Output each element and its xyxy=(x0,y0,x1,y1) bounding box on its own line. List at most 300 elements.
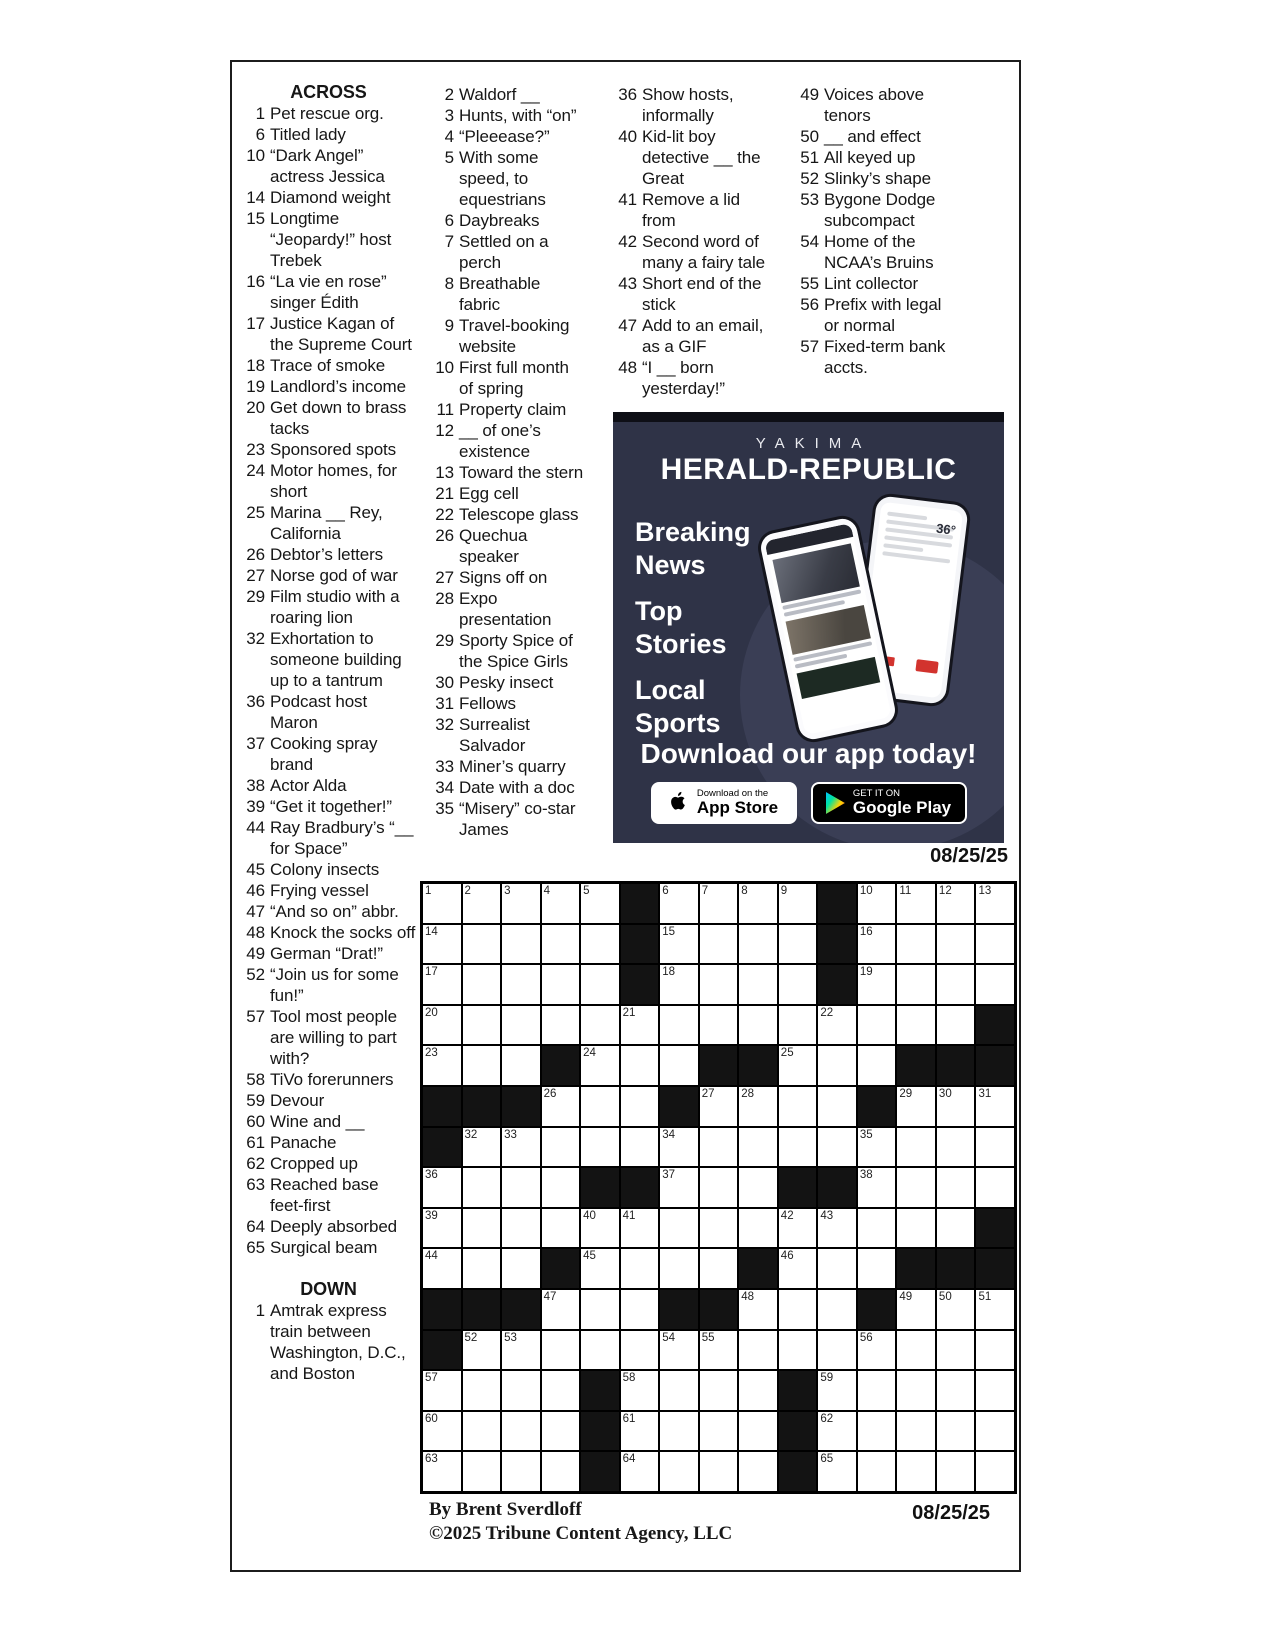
grid-cell-r4c8[interactable] xyxy=(700,1006,738,1045)
grid-cell-r5c13-black xyxy=(897,1046,935,1085)
clue-text: “And so on” abbr. xyxy=(270,902,399,921)
clue-text: Sporty Spice of the Spice Girls xyxy=(459,631,573,671)
grid-cell-r12c11[interactable] xyxy=(818,1331,856,1370)
down-clue-list-2 xyxy=(430,84,585,840)
grid-cell-r4c7[interactable] xyxy=(660,1006,698,1045)
grid-cell-r10c15-black xyxy=(976,1249,1014,1288)
grid-cell-r7c10[interactable] xyxy=(779,1128,817,1167)
clue-text: Daybreaks xyxy=(459,211,540,230)
clue-number: 33 xyxy=(435,757,454,776)
grid-cell-r4c10[interactable] xyxy=(779,1006,817,1045)
grid-cell-r2c2[interactable] xyxy=(463,925,501,964)
grid-cell-r13c11[interactable] xyxy=(818,1371,856,1410)
grid-cell-r3c3[interactable] xyxy=(502,965,540,1004)
grid-cell-r2c4[interactable] xyxy=(542,925,580,964)
clue-down-27 xyxy=(430,567,585,588)
grid-cell-r2c10[interactable] xyxy=(779,925,817,964)
grid-cell-r3c8[interactable] xyxy=(700,965,738,1004)
grid-cell-r11c4[interactable] xyxy=(542,1290,580,1329)
grid-cell-r5c12[interactable] xyxy=(858,1046,896,1085)
grid-cell-r7c3[interactable] xyxy=(502,1128,540,1167)
appstore-tagline: Download on the xyxy=(696,788,769,800)
clue-down-42 xyxy=(613,231,775,273)
grid-cell-r9c9[interactable] xyxy=(739,1209,777,1248)
clue-text: Landlord’s income xyxy=(270,377,406,396)
grid-cell-r8c13[interactable] xyxy=(897,1168,935,1207)
grid-cell-r8c7[interactable] xyxy=(660,1168,698,1207)
grid-cell-r4c2[interactable] xyxy=(463,1006,501,1045)
clue-across-65 xyxy=(241,1237,416,1258)
grid-cell-r13c2[interactable] xyxy=(463,1371,501,1410)
grid-cell-r7c11[interactable] xyxy=(818,1128,856,1167)
grid-cell-r2c7[interactable] xyxy=(660,925,698,964)
grid-cell-number: 9 xyxy=(780,885,788,897)
clue-down-28 xyxy=(430,588,585,630)
grid-cell-r14c11[interactable] xyxy=(818,1412,856,1451)
grid-cell-number: 50 xyxy=(938,1290,952,1303)
clue-down-5 xyxy=(430,147,585,210)
grid-cell-r8c2[interactable] xyxy=(463,1168,501,1207)
grid-cell-r2c13[interactable] xyxy=(897,925,935,964)
grid-cell-r1c11-black xyxy=(818,884,856,923)
grid-cell-r1c12[interactable] xyxy=(858,884,896,923)
clue-text: Fellows xyxy=(459,694,516,713)
grid-cell-r9c13[interactable] xyxy=(897,1209,935,1248)
grid-cell-r12c2[interactable] xyxy=(463,1331,501,1370)
clue-down-48 xyxy=(613,357,775,399)
grid-cell-r1c10[interactable] xyxy=(779,884,817,923)
ad-call-to-action: Download our app today! xyxy=(640,738,977,769)
grid-cell-r13c7[interactable] xyxy=(660,1371,698,1410)
down-clue-list-4 xyxy=(795,84,953,378)
grid-cell-r4c3[interactable] xyxy=(502,1006,540,1045)
grid-cell-r2c15[interactable] xyxy=(976,925,1014,964)
grid-cell-r10c10[interactable] xyxy=(779,1249,817,1288)
grid-cell-r11c6[interactable] xyxy=(621,1290,659,1329)
grid-cell-r8c4[interactable] xyxy=(542,1168,580,1207)
grid-cell-r6c11[interactable] xyxy=(818,1087,856,1126)
grid-cell-r12c12[interactable] xyxy=(858,1331,896,1370)
grid-cell-r9c6[interactable] xyxy=(621,1209,659,1248)
grid-cell-r2c14[interactable] xyxy=(937,925,975,964)
clue-across-63 xyxy=(241,1174,416,1216)
grid-cell-r3c13[interactable] xyxy=(897,965,935,1004)
grid-cell-r15c2[interactable] xyxy=(463,1452,501,1491)
clue-text: Slinky’s shape xyxy=(824,169,931,188)
grid-cell-r8c3[interactable] xyxy=(502,1168,540,1207)
grid-cell-r6c5[interactable] xyxy=(581,1087,619,1126)
grid-cell-r11c15[interactable] xyxy=(976,1290,1014,1329)
clue-number: 45 xyxy=(246,860,265,879)
grid-cell-r10c7[interactable] xyxy=(660,1249,698,1288)
grid-cell-r14c5-black xyxy=(581,1412,619,1451)
grid-cell-r9c10[interactable] xyxy=(779,1209,817,1248)
grid-cell-r13c4[interactable] xyxy=(542,1371,580,1410)
grid-cell-r9c14[interactable] xyxy=(937,1209,975,1248)
clue-down-9 xyxy=(430,315,585,357)
grid-cell-r1c15[interactable] xyxy=(976,884,1014,923)
grid-cell-r9c4[interactable] xyxy=(542,1209,580,1248)
ad-brand-name: HERALD-REPUBLIC xyxy=(660,453,957,486)
grid-cell-r3c9[interactable] xyxy=(739,965,777,1004)
grid-cell-r14c7[interactable] xyxy=(660,1412,698,1451)
clue-number: 26 xyxy=(435,526,454,545)
clue-number: 29 xyxy=(246,587,265,606)
clue-text: Get down to brass tacks xyxy=(270,398,407,438)
clue-text: Property claim xyxy=(459,400,567,419)
clue-text: Diamond weight xyxy=(270,188,391,207)
clue-number: 17 xyxy=(246,314,265,333)
clue-text: Devour xyxy=(270,1091,325,1110)
grid-cell-r8c14[interactable] xyxy=(937,1168,975,1207)
clue-text: Pet rescue org. xyxy=(270,104,384,123)
grid-cell-r3c14[interactable] xyxy=(937,965,975,1004)
grid-cell-number: 30 xyxy=(938,1087,952,1100)
clue-text: Lint collector xyxy=(824,274,919,293)
grid-cell-r7c15[interactable] xyxy=(976,1128,1014,1167)
grid-cell-r3c2[interactable] xyxy=(463,965,501,1004)
clue-number: 27 xyxy=(435,568,454,587)
clue-down-7 xyxy=(430,231,585,273)
grid-cell-r10c3[interactable] xyxy=(502,1249,540,1288)
grid-cell-r12c5[interactable] xyxy=(581,1331,619,1370)
grid-cell-r6c8[interactable] xyxy=(700,1087,738,1126)
crossword-grid xyxy=(420,881,1017,1494)
grid-cell-number: 24 xyxy=(583,1047,596,1060)
grid-cell-r2c3[interactable] xyxy=(502,925,540,964)
grid-cell-r12c8[interactable] xyxy=(700,1331,738,1370)
grid-cell-r8c15[interactable] xyxy=(976,1168,1014,1207)
clue-text: Add to an email, as a GIF xyxy=(642,316,764,356)
clue-across-15 xyxy=(241,208,416,271)
grid-cell-r6c9[interactable] xyxy=(739,1087,777,1126)
clue-number: 65 xyxy=(246,1238,265,1257)
grid-cell-r3c4[interactable] xyxy=(542,965,580,1004)
grid-cell-r13c9[interactable] xyxy=(739,1371,777,1410)
grid-cell-r13c15[interactable] xyxy=(976,1371,1014,1410)
grid-cell-r5c6[interactable] xyxy=(621,1046,659,1085)
grid-cell-r4c9[interactable] xyxy=(739,1006,777,1045)
grid-cell-r9c12[interactable] xyxy=(858,1209,896,1248)
clue-text: Wine and __ xyxy=(270,1112,365,1131)
clue-text: Kid-lit boy detective __ the Great xyxy=(642,127,761,188)
grid-cell-r13c3[interactable] xyxy=(502,1371,540,1410)
grid-cell-number: 47 xyxy=(543,1290,557,1303)
grid-cell-number: 64 xyxy=(622,1453,636,1466)
grid-cell-number: 27 xyxy=(701,1087,715,1100)
clue-number: 35 xyxy=(435,799,454,818)
grid-cell-number: 52 xyxy=(464,1331,478,1344)
grid-cell-r11c14[interactable] xyxy=(937,1290,975,1329)
grid-cell-r10c5[interactable] xyxy=(581,1249,619,1288)
grid-cell-r15c4[interactable] xyxy=(542,1452,580,1491)
grid-cell-r13c13[interactable] xyxy=(897,1371,935,1410)
grid-cell-r4c4[interactable] xyxy=(542,1006,580,1045)
clue-text: All keyed up xyxy=(824,148,916,167)
grid-cell-r13c5-black xyxy=(581,1371,619,1410)
grid-cell-r1c2[interactable] xyxy=(463,884,501,923)
clue-across-17 xyxy=(241,313,416,355)
clue-down-8 xyxy=(430,273,585,315)
puzzle-date-top: 08/25/25 xyxy=(930,845,1008,867)
googleplay-tagline: GET IT ON xyxy=(852,788,901,800)
grid-cell-r9c5[interactable] xyxy=(581,1209,619,1248)
clue-text: Quechua speaker xyxy=(459,526,528,566)
grid-cell-r3c11-black xyxy=(818,965,856,1004)
grid-cell-r12c4[interactable] xyxy=(542,1331,580,1370)
grid-cell-r9c3[interactable] xyxy=(502,1209,540,1248)
clue-across-60 xyxy=(241,1111,416,1132)
grid-cell-r12c7[interactable] xyxy=(660,1331,698,1370)
grid-cell-r3c7[interactable] xyxy=(660,965,698,1004)
clue-number: 34 xyxy=(435,778,454,797)
grid-cell-r13c10-black xyxy=(779,1371,817,1410)
grid-cell-r2c9[interactable] xyxy=(739,925,777,964)
grid-cell-r6c15[interactable] xyxy=(976,1087,1014,1126)
grid-cell-r9c8[interactable] xyxy=(700,1209,738,1248)
clue-down-47 xyxy=(613,315,775,357)
grid-cell-r1c7[interactable] xyxy=(660,884,698,923)
grid-cell-r12c9[interactable] xyxy=(739,1331,777,1370)
app-store-badge[interactable] xyxy=(651,782,797,824)
grid-cell-number: 28 xyxy=(741,1087,755,1100)
clue-number: 43 xyxy=(618,274,637,293)
grid-cell-number: 60 xyxy=(425,1412,438,1425)
clue-number: 29 xyxy=(435,631,454,650)
grid-cell-r5c15-black xyxy=(976,1046,1014,1085)
grid-cell-r4c12[interactable] xyxy=(858,1006,896,1045)
grid-cell-r15c14[interactable] xyxy=(937,1452,975,1491)
grid-cell-r3c10[interactable] xyxy=(779,965,817,1004)
grid-cell-r14c14[interactable] xyxy=(937,1412,975,1451)
grid-cell-r15c9[interactable] xyxy=(739,1452,777,1491)
grid-cell-r10c2[interactable] xyxy=(463,1249,501,1288)
grid-cell-r14c12[interactable] xyxy=(858,1412,896,1451)
grid-cell-r15c7[interactable] xyxy=(660,1452,698,1491)
google-play-badge[interactable] xyxy=(811,782,967,824)
clue-text: Colony insects xyxy=(270,860,380,879)
grid-cell-r7c6[interactable] xyxy=(621,1128,659,1167)
grid-cell-r10c13-black xyxy=(897,1249,935,1288)
grid-cell-r2c5[interactable] xyxy=(581,925,619,964)
grid-cell-r13c12[interactable] xyxy=(858,1371,896,1410)
clue-down-10 xyxy=(430,357,585,399)
grid-cell-number: 35 xyxy=(859,1128,873,1141)
grid-cell-r11c13[interactable] xyxy=(897,1290,935,1329)
grid-cell-r1c1[interactable] xyxy=(423,884,461,923)
clue-text: Toward the stern xyxy=(459,463,584,482)
grid-cell-number: 5 xyxy=(583,885,590,897)
clue-down-32 xyxy=(430,714,585,756)
grid-cell-number: 34 xyxy=(662,1128,675,1141)
grid-cell-r14c9[interactable] xyxy=(739,1412,777,1451)
grid-cell-r12c10[interactable] xyxy=(779,1331,817,1370)
grid-cell-r14c2[interactable] xyxy=(463,1412,501,1451)
grid-cell-r5c7[interactable] xyxy=(660,1046,698,1085)
grid-cell-r1c8[interactable] xyxy=(700,884,738,923)
grid-cell-r13c14[interactable] xyxy=(937,1371,975,1410)
grid-cell-r6c6[interactable] xyxy=(621,1087,659,1126)
grid-cell-r5c2[interactable] xyxy=(463,1046,501,1085)
grid-cell-r7c4[interactable] xyxy=(542,1128,580,1167)
grid-cell-r14c13[interactable] xyxy=(897,1412,935,1451)
grid-cell-r15c13[interactable] xyxy=(897,1452,935,1491)
grid-cell-r7c5[interactable] xyxy=(581,1128,619,1167)
clue-across-19 xyxy=(241,376,416,397)
grid-cell-r1c14[interactable] xyxy=(937,884,975,923)
grid-cell-r3c12[interactable] xyxy=(858,965,896,1004)
grid-cell-r1c9[interactable] xyxy=(739,884,777,923)
grid-cell-r7c14[interactable] xyxy=(937,1128,975,1167)
grid-cell-number: 39 xyxy=(425,1209,438,1222)
grid-cell-r4c13[interactable] xyxy=(897,1006,935,1045)
grid-cell-r7c1-black xyxy=(423,1128,461,1167)
clue-text: German “Drat!” xyxy=(270,944,383,963)
grid-cell-r1c13[interactable] xyxy=(897,884,935,923)
clue-column-3 xyxy=(613,84,775,399)
clue-across-14 xyxy=(241,187,416,208)
grid-cell-r5c11[interactable] xyxy=(818,1046,856,1085)
clue-text: Second word of many a fairy tale xyxy=(642,232,766,272)
grid-cell-r4c1[interactable] xyxy=(423,1006,461,1045)
grid-cell-r11c10[interactable] xyxy=(779,1290,817,1329)
google-play-icon xyxy=(826,792,845,814)
grid-cell-r5c10[interactable] xyxy=(779,1046,817,1085)
grid-cell-r4c5[interactable] xyxy=(581,1006,619,1045)
grid-cell-r15c15[interactable] xyxy=(976,1452,1014,1491)
grid-cell-r7c8[interactable] xyxy=(700,1128,738,1167)
clue-number: 9 xyxy=(444,316,454,335)
clue-across-6 xyxy=(241,124,416,145)
grid-cell-r9c11[interactable] xyxy=(818,1209,856,1248)
clue-text: Surrealist Salvador xyxy=(459,715,530,755)
clue-down-43 xyxy=(613,273,775,315)
grid-cell-r6c10[interactable] xyxy=(779,1087,817,1126)
grid-cell-r12c1-black xyxy=(423,1331,461,1370)
down-clue-list-3 xyxy=(613,84,775,399)
grid-cell-r14c8[interactable] xyxy=(700,1412,738,1451)
grid-cell-r6c13[interactable] xyxy=(897,1087,935,1126)
grid-cell-r8c8[interactable] xyxy=(700,1168,738,1207)
grid-cell-r15c1[interactable] xyxy=(423,1452,461,1491)
grid-cell-r2c1[interactable] xyxy=(423,925,461,964)
grid-cell-r5c1[interactable] xyxy=(423,1046,461,1085)
grid-cell-r3c5[interactable] xyxy=(581,965,619,1004)
grid-cell-r10c11[interactable] xyxy=(818,1249,856,1288)
clue-number: 11 xyxy=(436,400,454,419)
clue-number: 27 xyxy=(246,566,265,585)
grid-cell-r6c14[interactable] xyxy=(937,1087,975,1126)
puzzle-date-bottom: 08/25/25 xyxy=(912,1502,990,1524)
ad-brand-city: YAKIMA xyxy=(755,435,872,452)
grid-cell-r4c6[interactable] xyxy=(621,1006,659,1045)
grid-cell-r2c8[interactable] xyxy=(700,925,738,964)
grid-cell-r15c12[interactable] xyxy=(858,1452,896,1491)
grid-cell-r7c9[interactable] xyxy=(739,1128,777,1167)
grid-cell-r2c12[interactable] xyxy=(858,925,896,964)
newspaper-app-ad xyxy=(613,412,1004,843)
grid-cell-r15c11[interactable] xyxy=(818,1452,856,1491)
grid-cell-r7c12[interactable] xyxy=(858,1128,896,1167)
grid-cell-r9c1[interactable] xyxy=(423,1209,461,1248)
clue-text: Short end of the stick xyxy=(642,274,762,314)
grid-cell-number: 19 xyxy=(859,966,873,979)
grid-cell-r12c6[interactable] xyxy=(621,1331,659,1370)
grid-cell-r12c13[interactable] xyxy=(897,1331,935,1370)
grid-cell-r6c4[interactable] xyxy=(542,1087,580,1126)
grid-cell-r4c11[interactable] xyxy=(818,1006,856,1045)
grid-cell-r15c8[interactable] xyxy=(700,1452,738,1491)
grid-cell-r13c8[interactable] xyxy=(700,1371,738,1410)
grid-cell-r15c3[interactable] xyxy=(502,1452,540,1491)
grid-cell-r11c5[interactable] xyxy=(581,1290,619,1329)
grid-cell-r12c14[interactable] xyxy=(937,1331,975,1370)
clue-number: 62 xyxy=(246,1154,265,1173)
grid-cell-r3c1[interactable] xyxy=(423,965,461,1004)
grid-cell-r10c8[interactable] xyxy=(700,1249,738,1288)
grid-cell-number: 22 xyxy=(820,1006,834,1019)
clue-number: 10 xyxy=(246,146,265,165)
grid-cell-r9c7[interactable] xyxy=(660,1209,698,1248)
grid-cell-r13c1[interactable] xyxy=(423,1371,461,1410)
clue-column-1 xyxy=(241,82,416,1384)
clue-number: 14 xyxy=(246,188,265,207)
grid-cell-number: 49 xyxy=(899,1290,913,1303)
grid-cell-r10c4-black xyxy=(542,1249,580,1288)
grid-cell-r3c15[interactable] xyxy=(976,965,1014,1004)
grid-cell-r14c1[interactable] xyxy=(423,1412,461,1451)
grid-cell-r7c13[interactable] xyxy=(897,1128,935,1167)
grid-cell-r10c6[interactable] xyxy=(621,1249,659,1288)
googleplay-label: Google Play xyxy=(852,798,952,818)
clue-down-33 xyxy=(430,756,585,777)
grid-cell-r15c6[interactable] xyxy=(621,1452,659,1491)
clue-number: 47 xyxy=(246,902,265,921)
grid-cell-number: 7 xyxy=(701,885,709,897)
grid-cell-r7c2[interactable] xyxy=(463,1128,501,1167)
grid-cell-r8c9[interactable] xyxy=(739,1168,777,1207)
grid-cell-r8c12[interactable] xyxy=(858,1168,896,1207)
clue-across-57 xyxy=(241,1006,416,1069)
grid-cell-r5c5[interactable] xyxy=(581,1046,619,1085)
grid-cell-r8c1[interactable] xyxy=(423,1168,461,1207)
grid-cell-r7c7[interactable] xyxy=(660,1128,698,1167)
grid-cell-r1c4[interactable] xyxy=(542,884,580,923)
clue-number: 22 xyxy=(435,505,454,524)
grid-cell-r14c15[interactable] xyxy=(976,1412,1014,1451)
grid-cell-r12c15[interactable] xyxy=(976,1331,1014,1370)
grid-cell-r10c1[interactable] xyxy=(423,1249,461,1288)
clue-number: 32 xyxy=(246,629,265,648)
clue-number: 2 xyxy=(444,85,454,104)
grid-cell-r13c6[interactable] xyxy=(621,1371,659,1410)
grid-cell-r9c2[interactable] xyxy=(463,1209,501,1248)
grid-cell-r1c5[interactable] xyxy=(581,884,619,923)
clue-number: 21 xyxy=(435,484,454,503)
grid-cell-r10c12[interactable] xyxy=(858,1249,896,1288)
grid-cell-r14c6[interactable] xyxy=(621,1412,659,1451)
grid-cell-r14c3[interactable] xyxy=(502,1412,540,1451)
grid-cell-r5c3[interactable] xyxy=(502,1046,540,1085)
grid-cell-r11c11[interactable] xyxy=(818,1290,856,1329)
grid-cell-r11c9[interactable] xyxy=(739,1290,777,1329)
grid-cell-number: 54 xyxy=(662,1331,675,1344)
grid-cell-r4c14[interactable] xyxy=(937,1006,975,1045)
grid-cell-r1c3[interactable] xyxy=(502,884,540,923)
grid-cell-r14c4[interactable] xyxy=(542,1412,580,1451)
clue-number: 49 xyxy=(246,944,265,963)
grid-cell-r12c3[interactable] xyxy=(502,1331,540,1370)
